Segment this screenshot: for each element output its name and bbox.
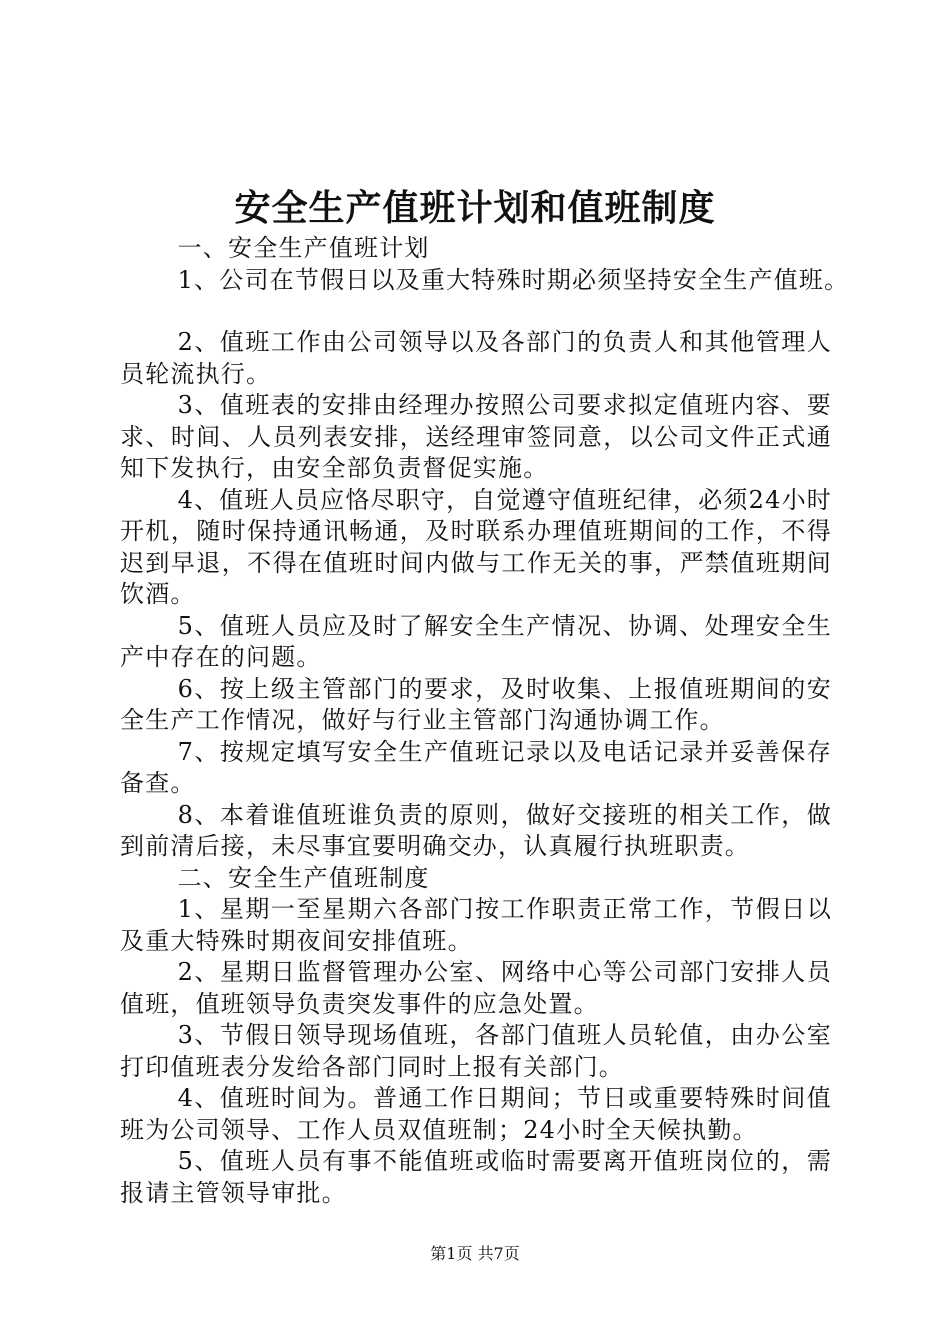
plan-item-2: 2、值班工作由公司领导以及各部门的负责人和其他管理人员轮流执行。 (120, 328, 832, 388)
document-body (120, 233, 850, 1209)
plan-item-4: 4、值班人员应恪尽职守，自觉遵守值班纪律，必须24小时开机，随时保持通讯畅通，及时联系办理值班期间的工作，不得迟到早退，不得在值班时间内做与工作无关的事，严禁值班期间饮酒。 (120, 485, 832, 608)
system-item-1: 1、星期一至星期六各部门按工作职责正常工作，节假日以及重大特殊时期夜间安排值班。 (120, 895, 832, 955)
section-heading-plan: 一、安全生产值班计划 (177, 234, 430, 262)
plan-item-3: 3、值班表的安排由经理办按照公司要求拟定值班内容、要求、时间、人员列表安排，送经理审签同意，以公司文件正式通知下发执行，由安全部负责督促实施。 (120, 391, 832, 482)
plan-item-6: 6、按上级主管部门的要求，及时收集、上报值班期间的安全生产工作情况，做好与行业主管部门沟通协调工作。 (120, 674, 832, 734)
section-heading-system: 二、安全生产值班制度 (177, 863, 430, 892)
page-indicator: 第1页 共7页 (430, 1244, 520, 1263)
document-title: 安全生产值班计划和值班制度 (234, 187, 716, 229)
plan-item-7: 7、按规定填写安全生产值班记录以及电话记录并妥善保存备查。 (120, 737, 832, 797)
plan-item-8: 8、本着谁值班谁负责的原则，做好交接班的相关工作，做到前清后接，未尽事宜要明确交办，认真履行执班职责。 (120, 800, 832, 860)
system-item-4: 4、值班时间为。普通工作日期间；节日或重要特殊时间值班为公司领导、工作人员双值班制；24小时全天候执勤。 (120, 1084, 832, 1144)
system-item-3: 3、节假日领导现场值班，各部门值班人员轮值，由办公室打印值班表分发给各部门同时上报有关部门。 (120, 1021, 832, 1081)
system-item-5: 5、值班人员有事不能值班或临时需要离开值班岗位的，需报请主管领导审批。 (120, 1147, 832, 1207)
plan-item-5: 5、值班人员应及时了解安全生产情况、协调、处理安全生产中存在的问题。 (120, 611, 832, 671)
system-item-2: 2、星期日监督管理办公室、网络中心等公司部门安排人员值班，值班领导负责突发事件的应急处置。 (120, 958, 832, 1018)
plan-item-1: 1、公司在节假日以及重大特殊时期必须坚持安全生产值班。 (177, 265, 850, 294)
